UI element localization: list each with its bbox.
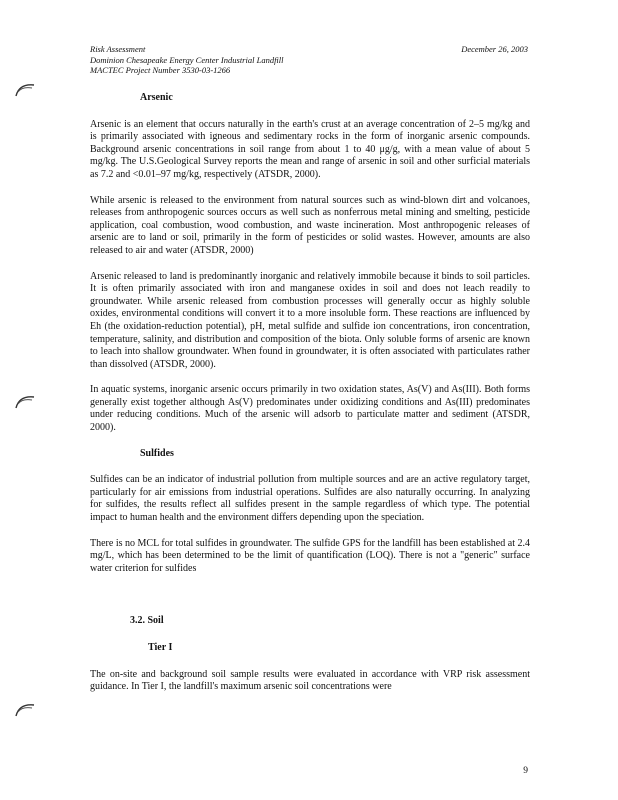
document-header [90,44,284,76]
paragraph: In aquatic systems, inorganic arsenic occurs primarily in two oxidation states, As(V) and As(III). Both forms generally exist together although As(V) predominates under oxidizing conditions and As(III) predominates under reducing conditions. Much of the arsenic will adsorb to particulate matter and sediment (ATSDR, 2000). [90,384,530,434]
header-project-number: MACTEC Project Number 3530-03-1266 [90,65,231,75]
binder-hole-mark-icon [14,392,36,412]
header-title: Risk Assessment [90,44,146,54]
paragraph: There is no MCL for total sulfides in groundwater. The sulfide GPS for the landfill has been established at 2.4 mg/L, which has been determined to be the limit of quantification (LOQ). There is not a "generic" surface water criterion for sulfides [90,537,530,574]
header-date: December 26, 2003 [461,44,528,54]
paragraph: Arsenic is an element that occurs naturally in the earth's crust at an average concentration of 2–5 mg/kg and is primarily associated with igneous and sedimentary rocks in the form of inorganic arsenic compounds. Background arsenic concentrations in soil range from about 1 to 40 μg/g, with a mean value of about 5 mg/kg. The U.S.Geological Survey reports the mean and range of arsenic in soil and other surficial materials as 7.2 and <0.01–97 mg/kg, respectively (ATSDR, 2000). [90,118,530,180]
page-number: 9 [523,766,528,776]
paragraph: Sulfides can be an indicator of industrial pollution from multiple sources and are an active regulatory target, particularly for air emissions from industrial operations. Sulfides are also naturally occurring. In analyzing for sulfides, the results reflect all sulfides present in the sample regardless of which type. The potential impact to human health and the environment differs depending upon the speciation. [90,474,530,524]
document-body [90,92,530,694]
header-site: Dominion Chesapeake Energy Center Industrial Landfill [90,54,284,65]
section-heading-arsenic: Arsenic [140,92,173,103]
paragraph: While arsenic is released to the environment from natural sources such as wind-blown dirt and volcanoes, releases from anthropogenic sources occurs as well such as nonferrous metal mining and smelting, pesticide application, coal combustion, wood combustion, and waste incineration. Most anthropogenic releases of arsenic are to land or soil, primarily in the form of pesticides or solid wastes. However, amounts are also released to air and water (ATSDR, 2000) [90,194,530,256]
paragraph: Arsenic released to land is predominantly inorganic and relatively immobile because it binds to soil particles. It is often primarily associated with iron and manganese oxides in soil and does not leach readily to groundwater. While arsenic released from combustion processes will generally occur as highly soluble oxides, environmental conditions will convert it to a more insoluble form. These reactions are influenced by Eh (the oxidation-reduction potential), pH, metal sulfide and sulfide ion concentrations, iron concentration, temperature, salinity, and distribution and composition of the biota. Only soluble forms of arsenic are known to leach into shallow groundwater. When found in groundwater, it is often associated with particulates rather than dissolved (ATSDR, 2000). [90,270,530,370]
section-heading-tier-1: Tier I [148,642,173,653]
section-heading-sulfides: Sulfides [140,447,174,459]
binder-hole-mark-icon [14,700,36,720]
paragraph: The on-site and background soil sample results were evaluated in accordance with VRP risk assessment guidance. In Tier I, the landfill's maximum arsenic soil concentrations were [90,668,530,693]
section-heading-soil: 3.2. Soil [130,615,164,627]
binder-hole-mark-icon [14,80,36,100]
